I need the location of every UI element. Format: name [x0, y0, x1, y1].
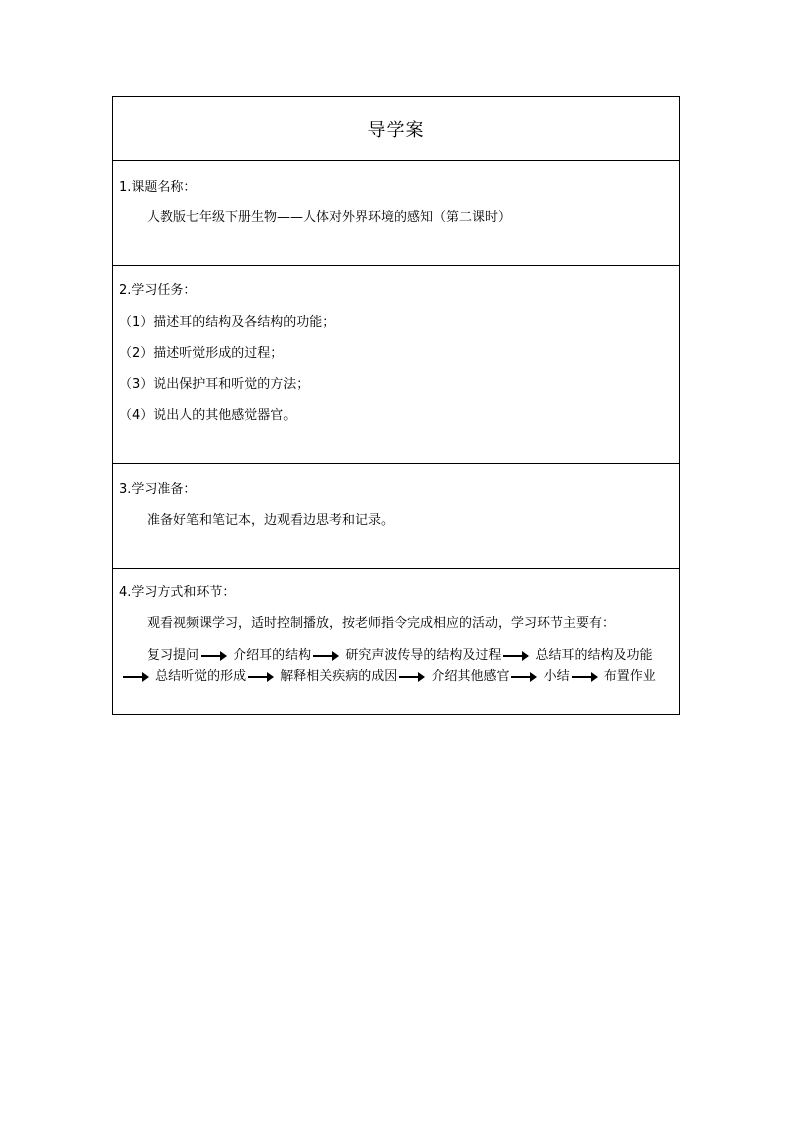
task-item: （3）说出保护耳和听觉的方法； [119, 377, 310, 392]
section-preparation-label: 3.学习准备： [119, 482, 197, 497]
arrow-right-icon [572, 672, 598, 682]
arrow-right-icon [399, 672, 425, 682]
flow-step: 布置作业 [603, 669, 656, 684]
section-method-label: 4.学习方式和环节： [119, 585, 236, 600]
arrow-right-icon [201, 651, 227, 661]
section-topic [113, 160, 679, 265]
section-preparation-content: 准备好笔和笔记本，边观看边思考和记录。 [147, 513, 395, 528]
task-item: （1）描述耳的结构及各结构的功能； [119, 315, 336, 330]
section-preparation [113, 463, 679, 568]
arrow-right-icon [503, 651, 529, 661]
arrow-right-icon [123, 672, 149, 682]
flow-step: 小结 [543, 669, 570, 684]
flow-step: 介绍耳的结构 [233, 648, 312, 663]
section-method-intro: 观看视频课学习，适时控制播放，按老师指令完成相应的活动，学习环节主要有： [147, 616, 616, 631]
study-guide-table [112, 96, 680, 715]
arrow-right-icon [511, 672, 537, 682]
section-tasks-label: 2.学习任务： [119, 283, 197, 298]
flow-step: 介绍其他感官 [431, 669, 510, 684]
arrow-right-icon [248, 672, 274, 682]
flow-step: 解释相关疾病的成因 [280, 669, 398, 684]
title-row [113, 97, 679, 160]
flow-step: 总结耳的结构及功能 [535, 648, 653, 663]
section-tasks [113, 265, 679, 463]
flow-step: 总结听觉的形成 [155, 669, 247, 684]
arrow-right-icon [313, 651, 339, 661]
task-item: （2）描述听觉形成的过程； [119, 346, 284, 361]
page-title: 导学案 [367, 119, 425, 141]
section-method [113, 568, 679, 714]
flow-step: 研究声波传导的结构及过程 [345, 648, 502, 663]
flow-step: 复习提问 [147, 648, 200, 663]
section-topic-content: 人教版七年级下册生物——人体对外界环境的感知（第二课时） [147, 210, 512, 225]
learning-flow [121, 645, 677, 687]
section-topic-label: 1.课题名称： [119, 180, 197, 195]
task-item: （4）说出人的其他感觉器官。 [119, 408, 297, 423]
